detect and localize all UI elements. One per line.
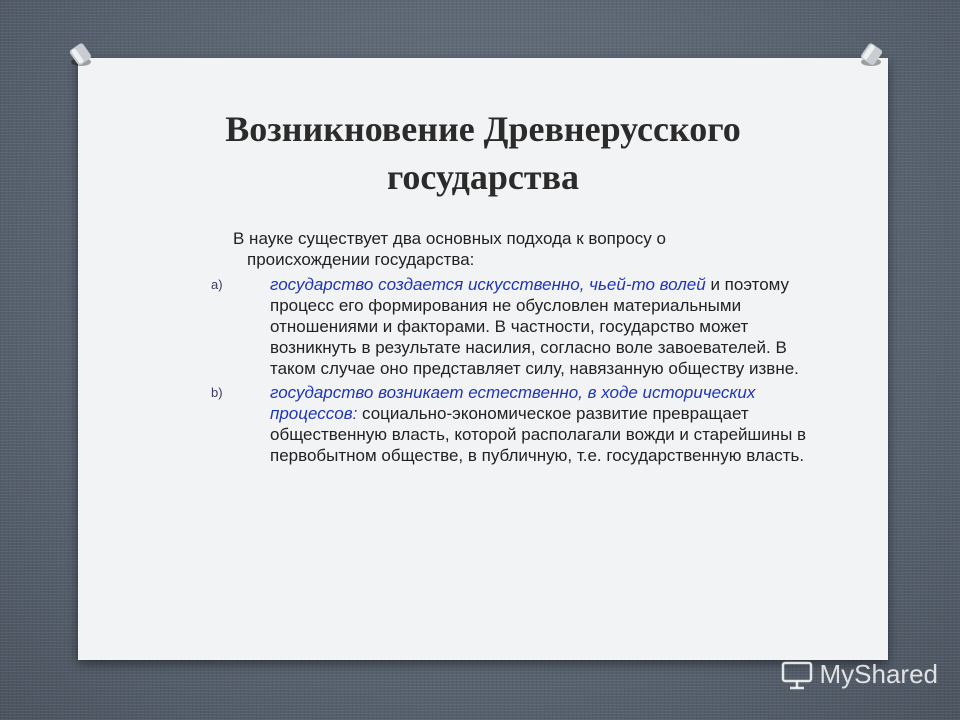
item-text: социально-экономическое развитие превращает общественную власть, которой располагали вожди и старейшины в первобытном обществе, в публичную, т.е. государственную власть. (270, 404, 807, 465)
pushpin-icon (856, 40, 886, 70)
intro-paragraph (233, 228, 808, 270)
watermark (780, 659, 939, 690)
intro-line-1: В науке существует два основных подхода к вопросу о (233, 229, 666, 248)
slide-title (78, 105, 888, 201)
list-item (211, 382, 808, 466)
list-marker: b) (211, 385, 223, 400)
title-line-1: Возникновение Древнерусского (225, 109, 741, 149)
item-text: и поэтому процесс его формирования не обусловлен материальными отношениями и факторами. В частности, государство может возникнуть в результате насилия, согласно воле завоевателей. В таком случае оно представляет силу, навязанную обществу извне. (270, 275, 799, 378)
list-marker: a) (211, 277, 223, 292)
intro-line-2: происхождении государства: (247, 250, 475, 269)
item-emphasis: государство возникает естественно, в ходе исторических процессов: (270, 383, 756, 423)
pushpin-icon (66, 40, 96, 70)
watermark-text: MyShared (819, 659, 938, 689)
title-line-2: государства (386, 157, 580, 197)
item-emphasis: государство создается искусственно, чьей-то волей (270, 275, 706, 294)
list-item (211, 274, 808, 379)
presentation-board-icon (780, 660, 814, 690)
slide-body (211, 228, 808, 466)
